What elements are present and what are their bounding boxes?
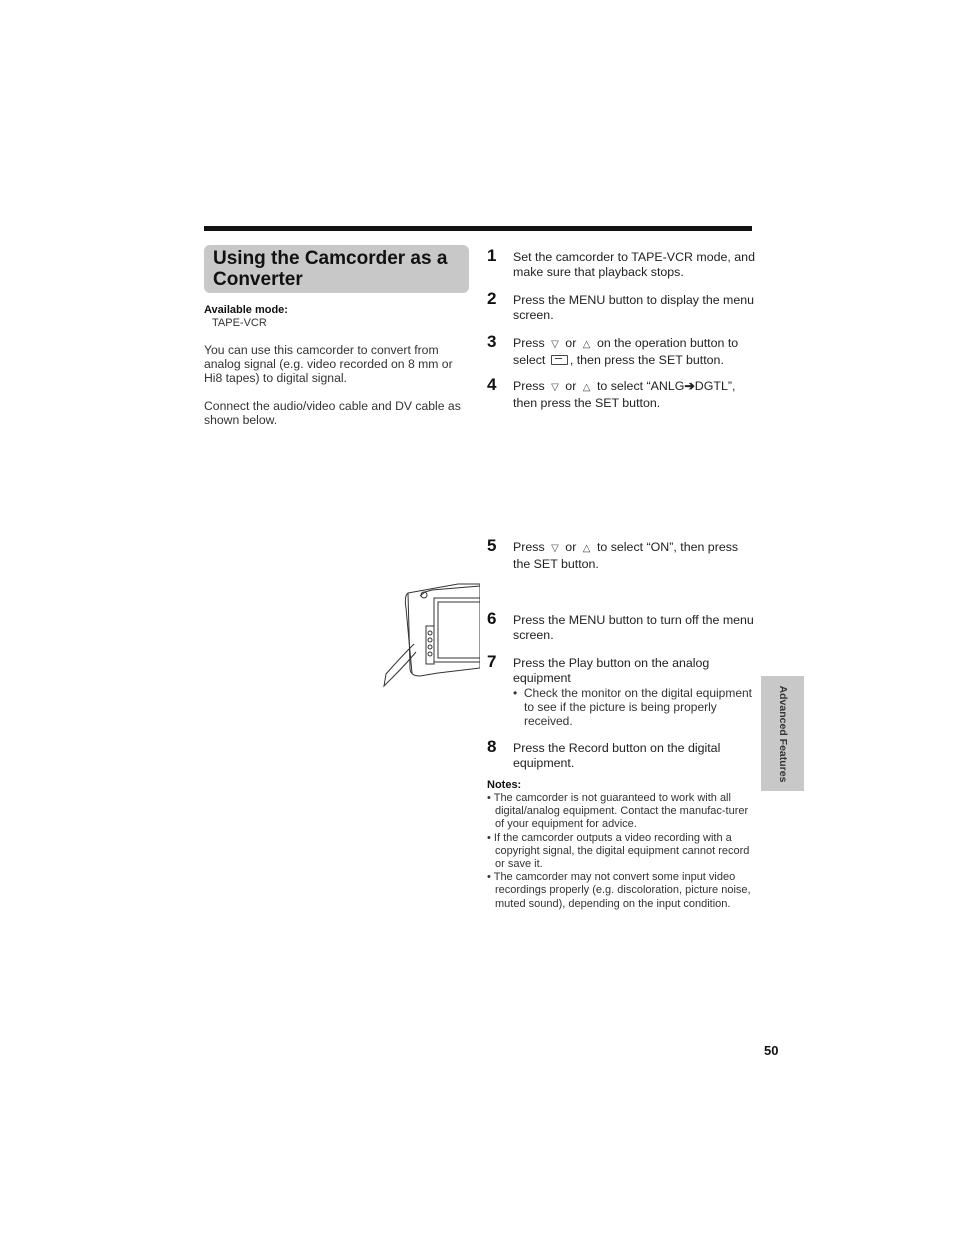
page-number: 50 bbox=[764, 1043, 779, 1058]
step-text bbox=[513, 656, 755, 728]
step-text-part: Press bbox=[513, 540, 545, 554]
step-text bbox=[513, 336, 755, 367]
step-number: 6 bbox=[487, 609, 497, 628]
step-number: 2 bbox=[487, 289, 497, 308]
step-text-part: Press bbox=[513, 379, 545, 393]
bullet-icon: • bbox=[513, 686, 518, 700]
note-text: If the camcorder outputs a video recording with a copyright signal, the digital equipment cannot record or save it. bbox=[493, 831, 750, 871]
step-number: 3 bbox=[487, 332, 497, 351]
arrow-right-icon: ➔ bbox=[684, 379, 695, 393]
step-text-part: , then press the SET button. bbox=[569, 352, 724, 367]
step-text: Set the camcorder to TAPE-VCR mode, and make sure that playback stops. bbox=[513, 250, 755, 279]
notes-list bbox=[487, 792, 753, 911]
down-triangle-icon: ▽ bbox=[551, 543, 559, 554]
step-number: 4 bbox=[487, 375, 497, 394]
step-text-part: to select “ANLG bbox=[596, 379, 685, 393]
intro-paragraph-1: You can use this camcorder to convert from analog signal (e.g. video recorded on 8 mm or Hi8 tapes) to digital signal. bbox=[204, 343, 453, 385]
section-side-tab bbox=[761, 676, 804, 791]
available-mode-label: Available mode: bbox=[204, 304, 288, 316]
note-text: The camcorder is not guaranteed to work with all digital/analog equipment. Contact the manufac-turer of your equipment for advice. bbox=[493, 792, 749, 831]
step-text-part: Press bbox=[513, 336, 545, 350]
step-text-part: or bbox=[565, 540, 577, 554]
down-triangle-icon: ▽ bbox=[551, 339, 559, 350]
note-item bbox=[487, 832, 753, 872]
step-number: 7 bbox=[487, 652, 497, 671]
top-rule bbox=[204, 226, 752, 231]
tape-icon bbox=[551, 355, 568, 365]
step-text-part: or bbox=[565, 336, 577, 350]
intro-paragraph-2: Connect the audio/video cable and DV cable as shown below. bbox=[204, 399, 461, 427]
up-triangle-icon: △ bbox=[582, 339, 591, 350]
step-text-part: to select “ON”, then press the SET button. bbox=[513, 540, 739, 571]
notes-title: Notes: bbox=[487, 779, 522, 791]
page-title: Using the Camcorder as a Converter bbox=[213, 248, 448, 290]
up-triangle-icon: △ bbox=[582, 382, 591, 393]
step-text: Press the Record button on the digital equipment. bbox=[513, 741, 721, 770]
side-tab-label: Advanced Features bbox=[776, 685, 789, 782]
bullet-icon: • bbox=[487, 831, 491, 844]
step-bullet-text: Check the monitor on the digital equipment to see if the picture is being properly received. bbox=[523, 686, 753, 728]
down-triangle-icon: ▽ bbox=[551, 382, 559, 393]
note-item bbox=[487, 871, 753, 911]
step-text-part: or bbox=[565, 379, 577, 393]
bullet-icon: • bbox=[487, 792, 491, 804]
camcorder-illustration bbox=[380, 578, 480, 688]
step-text bbox=[513, 379, 755, 410]
step-text: Press the MENU button to turn off the menu screen. bbox=[513, 613, 754, 642]
step-text-part: DGTL”, then press the SET button. bbox=[513, 379, 736, 410]
step-bullet bbox=[513, 686, 755, 728]
step-text-main: Press the Play button on the analog equipment bbox=[513, 656, 710, 685]
note-text: The camcorder may not convert some input video recordings properly (e.g. discoloration, picture noise, muted sound), depending on the input condition. bbox=[493, 871, 751, 910]
step-number: 8 bbox=[487, 737, 497, 756]
note-item bbox=[487, 792, 753, 832]
bullet-icon: • bbox=[487, 871, 491, 884]
section-title-box bbox=[204, 245, 469, 293]
step-number: 1 bbox=[487, 246, 497, 265]
step-text bbox=[513, 540, 755, 571]
available-mode-value: TAPE-VCR bbox=[212, 317, 267, 329]
step-text-part: on the operation button to select bbox=[513, 336, 739, 367]
step-number: 5 bbox=[487, 536, 497, 555]
step-text: Press the MENU button to display the menu screen. bbox=[513, 293, 755, 322]
up-triangle-icon: △ bbox=[582, 543, 591, 554]
